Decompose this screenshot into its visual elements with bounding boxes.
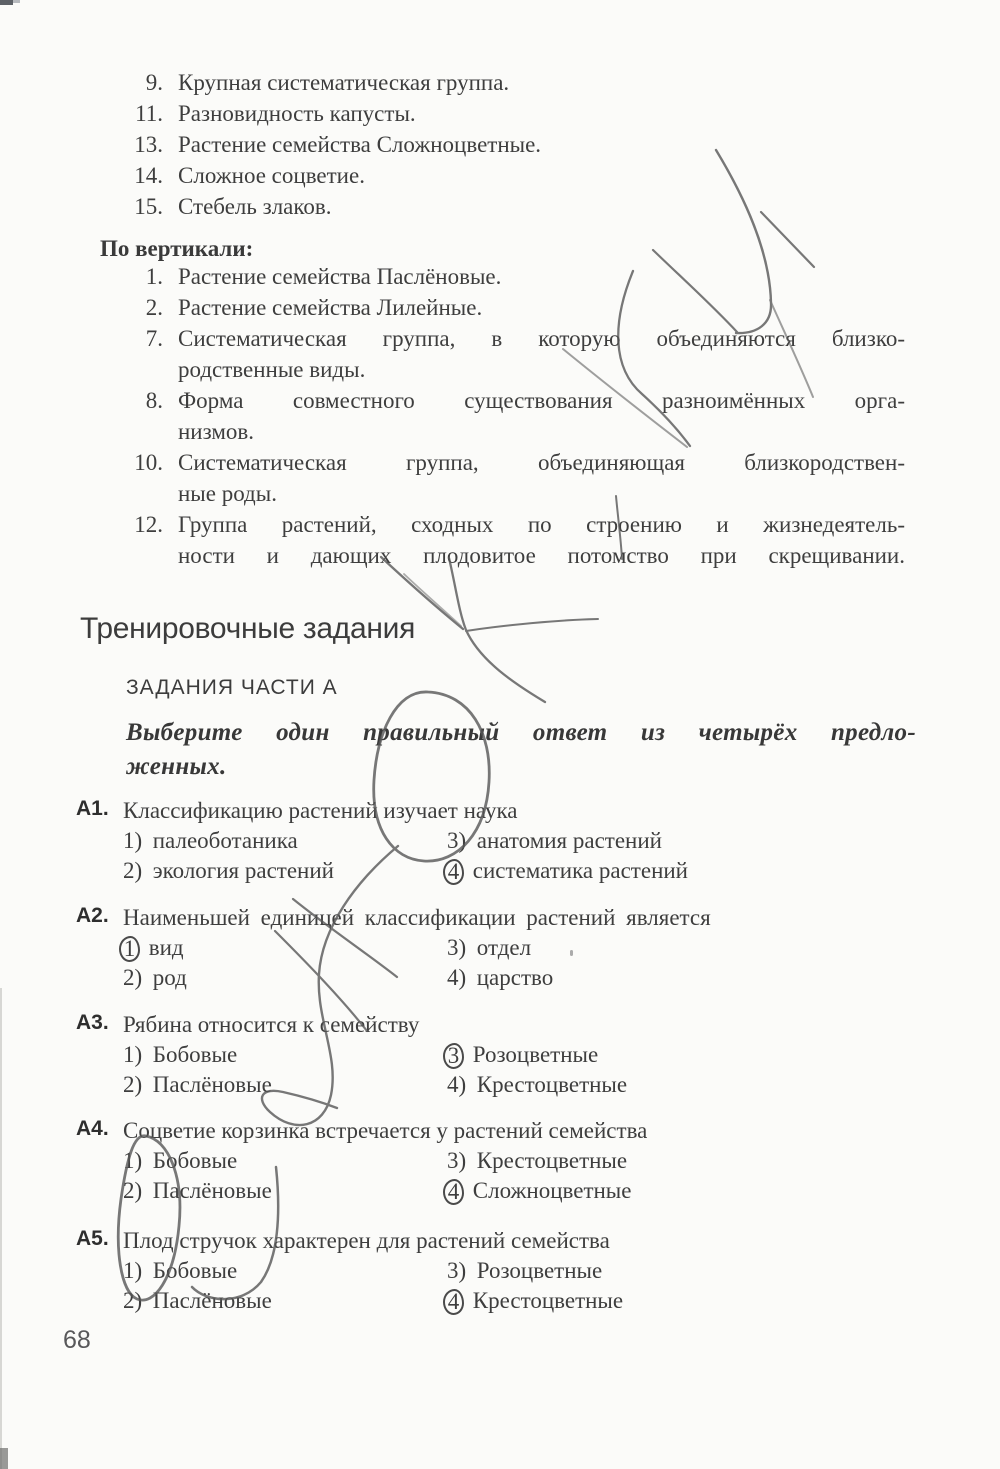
clue-text: Растение семейства Паслёновые. xyxy=(178,264,502,289)
option-number: 3) xyxy=(447,1258,467,1283)
clue-line xyxy=(0,385,905,416)
clue-text: низмов. xyxy=(178,419,255,444)
option-cell xyxy=(123,1286,447,1316)
option-cell xyxy=(123,856,447,886)
part-a-heading: ЗАДАНИЯ ЧАСТИ А xyxy=(126,676,338,699)
option-cell xyxy=(123,963,447,993)
option-number: 2) xyxy=(123,858,143,883)
section-heading: Тренировочные задания xyxy=(80,612,416,645)
question-text: Рябина относится к семейству xyxy=(123,1012,420,1037)
clue-line xyxy=(0,98,905,129)
option-cell xyxy=(447,1176,920,1206)
question-label: А3. xyxy=(76,1011,109,1034)
clue-number: 13. xyxy=(134,132,163,157)
clue-number xyxy=(0,478,163,509)
clue-text: Группа растений, сходных по строению и жизнедеятель- xyxy=(178,512,905,537)
option-text: Крестоцветные xyxy=(471,1072,628,1097)
option-text: отдел xyxy=(471,935,532,960)
options-grid xyxy=(123,1256,920,1316)
option-cell xyxy=(123,826,447,856)
option-cell xyxy=(447,1070,920,1100)
clue-text: Сложное соцветие. xyxy=(178,163,365,188)
option-cell xyxy=(447,963,920,993)
vertical-clue-list xyxy=(0,261,905,571)
clue-text: Растение семейства Лилейные. xyxy=(178,295,483,320)
clue-line xyxy=(0,261,905,292)
clue-text: Разновидность капусты. xyxy=(178,101,416,126)
question-block xyxy=(0,902,920,993)
question-label: А5. xyxy=(76,1227,109,1250)
circled-answer-mark: 4 xyxy=(443,859,464,885)
circled-answer-mark: 3 xyxy=(443,1043,464,1069)
clue-text: родственные виды. xyxy=(178,357,366,382)
clue-number: 10. xyxy=(134,450,163,475)
option-number: 3) xyxy=(447,935,467,960)
scan-artifact xyxy=(0,0,13,5)
scan-artifact xyxy=(13,0,20,3)
clue-number: 14. xyxy=(134,163,163,188)
clue-number: 2. xyxy=(145,295,163,320)
question-block xyxy=(0,1225,920,1316)
option-number: 1) xyxy=(123,1258,143,1283)
circled-answer-mark: 4 xyxy=(443,1179,464,1205)
clue-line xyxy=(0,354,905,385)
clue-text: Систематическая группа, в которую объединяются близко- xyxy=(178,326,905,351)
clue-number: 1. xyxy=(145,264,163,289)
circled-answer-mark: 1 xyxy=(119,936,140,962)
clue-number: 9. xyxy=(145,70,163,95)
clue-line xyxy=(0,129,905,160)
question-block xyxy=(0,1115,920,1206)
options-grid xyxy=(123,826,920,886)
question-block xyxy=(0,795,920,886)
option-number: 4) xyxy=(447,1072,467,1097)
option-text: царство xyxy=(471,965,554,990)
clue-line xyxy=(0,160,905,191)
question-text: Классификацию растений изучает наука xyxy=(123,798,518,823)
clue-number: 12. xyxy=(134,512,163,537)
question-block xyxy=(0,1009,920,1100)
option-text: Паслёновые xyxy=(147,1178,272,1203)
option-text: Бобовые xyxy=(147,1148,238,1173)
question-label: А1. xyxy=(76,797,109,820)
option-number: 1) xyxy=(123,828,143,853)
option-number: 3) xyxy=(447,828,467,853)
option-text: анатомия растений xyxy=(471,828,662,853)
option-cell xyxy=(123,1256,447,1286)
option-text: Сложноцветные xyxy=(467,1178,632,1203)
clue-text: ные роды. xyxy=(178,481,277,506)
clue-line xyxy=(0,416,905,447)
option-cell xyxy=(447,826,920,856)
options-grid xyxy=(123,1146,920,1206)
across-clue-list xyxy=(0,67,905,222)
options-grid xyxy=(123,1040,920,1100)
option-text: Паслёновые xyxy=(147,1072,272,1097)
option-cell xyxy=(447,933,920,963)
option-text: Паслёновые xyxy=(147,1288,272,1313)
clue-text: Крупная систематическая группа. xyxy=(178,70,510,95)
clue-line xyxy=(0,67,905,98)
option-text: Розоцветные xyxy=(467,1042,599,1067)
option-text: Бобовые xyxy=(147,1042,238,1067)
option-cell xyxy=(123,1070,447,1100)
option-text: палеоботаника xyxy=(147,828,298,853)
option-cell xyxy=(447,1256,920,1286)
question-text: Соцветие корзинка встречается у растений семейства xyxy=(123,1118,648,1143)
clue-line xyxy=(0,509,905,540)
clue-line xyxy=(0,540,905,571)
page-number: 68 xyxy=(63,1326,91,1354)
clue-line xyxy=(0,323,905,354)
option-cell xyxy=(123,1176,447,1206)
option-number: 4) xyxy=(447,965,467,990)
option-text: систематика растений xyxy=(467,858,688,883)
option-number: 2) xyxy=(123,965,143,990)
option-text: Крестоцветные xyxy=(471,1148,628,1173)
option-cell xyxy=(447,1146,920,1176)
option-text: Крестоцветные xyxy=(467,1288,624,1313)
clue-number: 11. xyxy=(135,101,163,126)
vertical-clues-heading: По вертикали: xyxy=(100,236,254,261)
clue-line xyxy=(0,292,905,323)
option-number: 2) xyxy=(123,1072,143,1097)
clue-line xyxy=(0,191,905,222)
option-text: вид xyxy=(143,935,184,960)
option-cell xyxy=(123,1040,447,1070)
option-cell xyxy=(447,856,920,886)
question-text: Наименьшей единицей классификации растений является xyxy=(123,905,711,930)
option-number: 2) xyxy=(123,1288,143,1313)
question-label: А4. xyxy=(76,1117,109,1140)
pencil-stroke xyxy=(466,619,598,631)
clue-number: 15. xyxy=(134,194,163,219)
clue-line xyxy=(0,478,905,509)
clue-number xyxy=(0,354,163,385)
option-text: Розоцветные xyxy=(471,1258,603,1283)
option-cell xyxy=(123,1146,447,1176)
instruction-line: Выберите один правильный ответ из четырёх предло- xyxy=(126,719,916,746)
option-cell xyxy=(123,933,447,963)
question-text: Плод стручок характерен для растений семейства xyxy=(123,1228,610,1253)
pencil-stroke xyxy=(449,558,545,702)
option-cell xyxy=(447,1286,920,1316)
clue-number: 8. xyxy=(145,388,163,413)
option-number: 1) xyxy=(123,1042,143,1067)
option-text: Бобовые xyxy=(147,1258,238,1283)
question-label: А2. xyxy=(76,904,109,927)
clue-text: ности и дающих плодовитое потомство при скрещивании. xyxy=(178,543,905,568)
instruction-line: женных. xyxy=(126,753,227,780)
clue-number: 7. xyxy=(145,326,163,351)
clue-line xyxy=(0,447,905,478)
clue-text: Стебель злаков. xyxy=(178,194,332,219)
instruction-text xyxy=(126,716,916,784)
option-text: экология растений xyxy=(147,858,334,883)
option-text: род xyxy=(147,965,187,990)
clue-text: Растение семейства Сложноцветные. xyxy=(178,132,542,157)
option-number: 2) xyxy=(123,1178,143,1203)
scan-artifact xyxy=(0,1448,8,1469)
option-number: 1) xyxy=(123,1148,143,1173)
option-number: 3) xyxy=(447,1148,467,1173)
clue-number xyxy=(0,416,163,447)
options-grid xyxy=(123,933,920,993)
circled-answer-mark: 4 xyxy=(443,1289,464,1315)
option-cell xyxy=(447,1040,920,1070)
clue-text: Форма совместного существования разноимённых орга- xyxy=(178,388,905,413)
clue-text: Систематическая группа, объединяющая близкородствен- xyxy=(178,450,905,475)
clue-number xyxy=(0,540,163,571)
